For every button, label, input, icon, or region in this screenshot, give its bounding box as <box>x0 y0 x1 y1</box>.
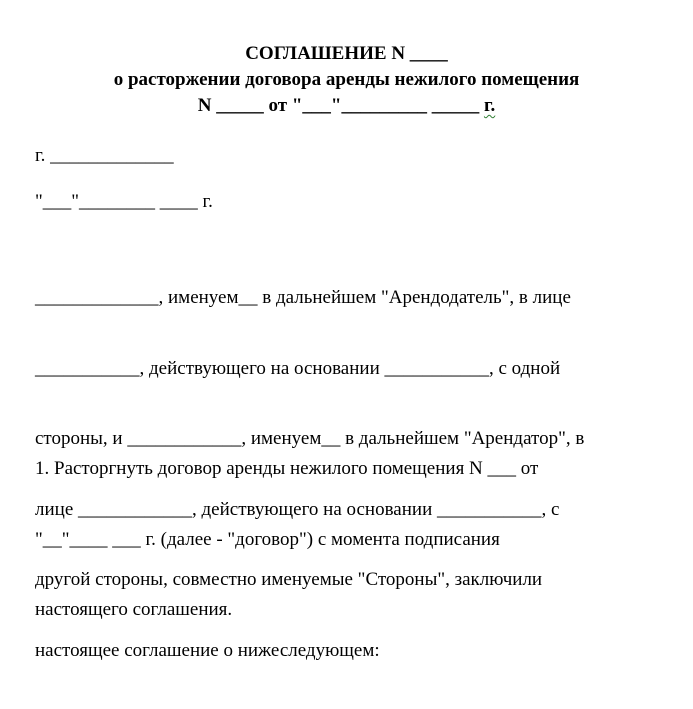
date-line: "___"________ ____ г. <box>35 191 213 212</box>
paragraph-line: другой стороны, совместно именуемые "Стороны", заключили <box>35 569 543 590</box>
clause-1 <box>35 410 675 669</box>
spellcheck-underline: г. <box>483 95 496 116</box>
title-line-contract-reference: N _____ от "___"_________ _____ г. <box>197 95 496 116</box>
paragraph-line: лице ____________, действующего на основании ___________, с <box>35 498 560 520</box>
document-title <box>0 41 693 119</box>
clause-line: 1. Расторгнуть договор аренды нежилого помещения N ___ от <box>35 458 539 479</box>
paragraph-line: ___________, действующего на основании ___________, с одной <box>35 357 561 379</box>
paragraph-line: стороны, и ____________, именуем__ в дальнейшем "Арендатор", в <box>35 428 585 449</box>
city-line: г. _____________ <box>35 145 174 166</box>
title-line-agreement-number: СОГЛАШЕНИЕ N ____ <box>245 43 448 64</box>
clause-line: настоящего соглашения. <box>35 599 233 620</box>
paragraph-line: _____________, именуем__ в дальнейшем "Арендодатель", в лице <box>35 287 571 308</box>
paragraph-line: настоящее соглашение о нижеследующем: <box>35 639 380 661</box>
title-line-subject: о расторжении договора аренды нежилого помещения <box>113 69 580 90</box>
clause-line: "__"____ ___ г. (далее - "договор") с момента подписания <box>35 528 500 550</box>
